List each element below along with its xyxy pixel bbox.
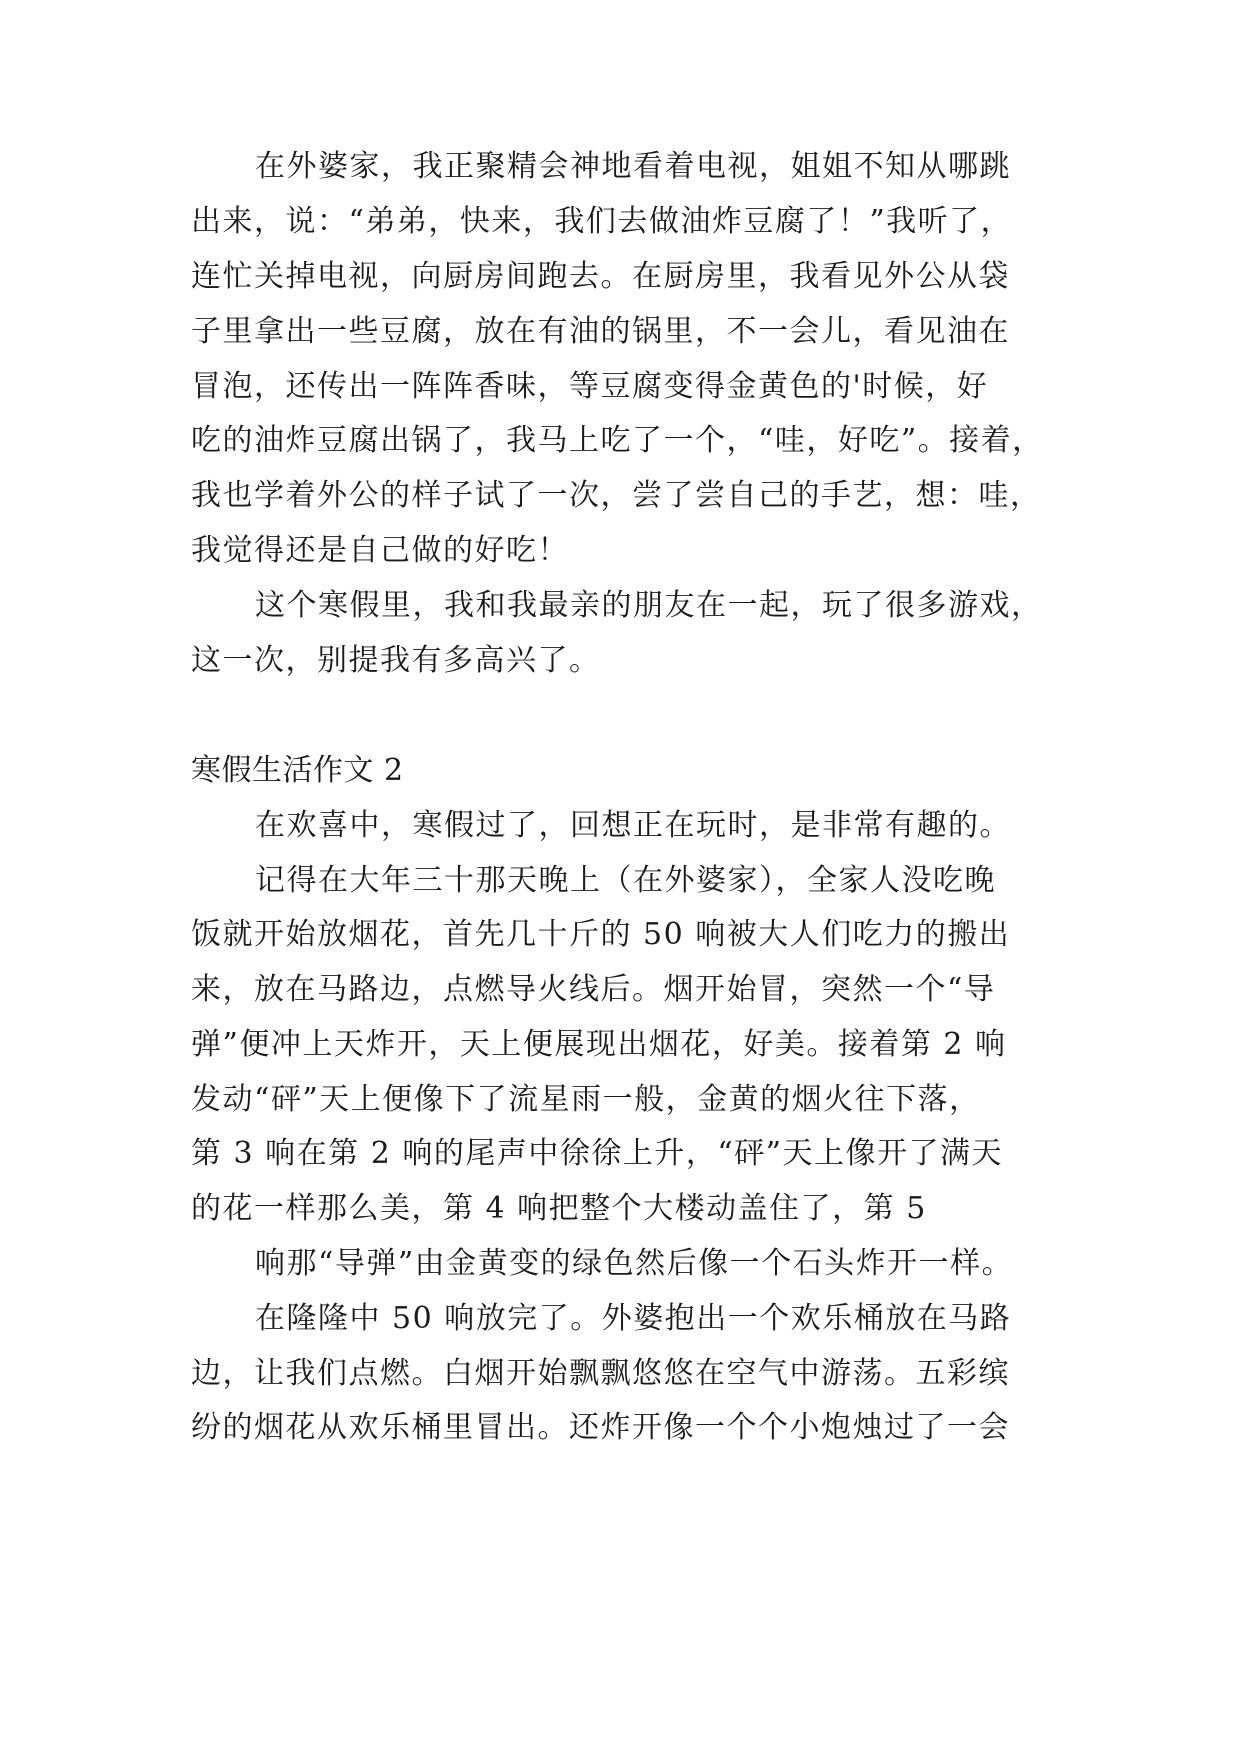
text-line: 记得在大年三十那天晚上（在外婆家），全家人没吃晚 bbox=[255, 863, 996, 898]
text-line: 冒泡，还传出一阵阵香味，等豆腐变得金黄色的'时候，好 bbox=[191, 369, 989, 404]
text-line: 在外婆家，我正聚精会神地看着电视，姐姐不知从哪跳 bbox=[255, 149, 1011, 184]
text-line: 我也学着外公的样子试了一次，尝了尝自己的手艺，想：哇， bbox=[191, 478, 1042, 513]
text-line: 在欢喜中，寒假过了，回想正在玩时，是非常有趣的。 bbox=[255, 808, 1011, 843]
text-line: 子里拿出一些豆腐，放在有油的锅里，不一会儿，看见油在 bbox=[191, 314, 1010, 349]
text-line: 这一次，别提我有多高兴了。 bbox=[191, 643, 601, 678]
text-line: 这个寒假里，我和我最亲的朋友在一起，玩了很多游戏， bbox=[255, 588, 1043, 623]
text-line: 弹”便冲上天炸开，天上便展现出烟花，好美。接着第 2 响 bbox=[191, 1027, 1007, 1062]
text-line: 吃的油炸豆腐出锅了，我马上吃了一个，“哇，好吃”。接着， bbox=[191, 423, 1044, 458]
text-line: 第 3 响在第 2 响的尾声中徐徐上升，“砰”天上像开了满天 bbox=[191, 1136, 1003, 1171]
text-line: 纷的烟花从欢乐桶里冒出。还炸开像一个个小炮烛过了一会 bbox=[191, 1410, 1010, 1445]
text-line: 响那“导弹”由金黄变的绿色然后像一个石头炸开一样。 bbox=[255, 1246, 1014, 1281]
text-line: 出来，说：“弟弟，快来，我们去做油炸豆腐了！”我听了， bbox=[191, 204, 1013, 239]
text-line: 的花一样那么美，第 4 响把整个大楼动盖住了，第 5 bbox=[191, 1191, 927, 1226]
section-heading: 寒假生活作文 2 bbox=[191, 753, 404, 788]
text-line: 边，让我们点燃。白烟开始飘飘悠悠在空气中游荡。五彩缤 bbox=[191, 1356, 1010, 1391]
text-line: 饭就开始放烟花，首先几十斤的 50 响被大人们吃力的搬出 bbox=[191, 917, 1011, 952]
text-line: 在隆隆中 50 响放完了。外婆抱出一个欢乐桶放在马路 bbox=[255, 1301, 1012, 1336]
text-line: 我觉得还是自己做的好吃！ bbox=[191, 533, 569, 568]
text-line: 来，放在马路边，点燃导火线后。烟开始冒，突然一个“导 bbox=[191, 972, 996, 1007]
text-line: 连忙关掉电视，向厨房间跑去。在厨房里，我看见外公从袋 bbox=[191, 259, 1010, 294]
text-line: 发动“砰”天上便像下了流星雨一般，金黄的烟火往下落， bbox=[191, 1082, 981, 1117]
